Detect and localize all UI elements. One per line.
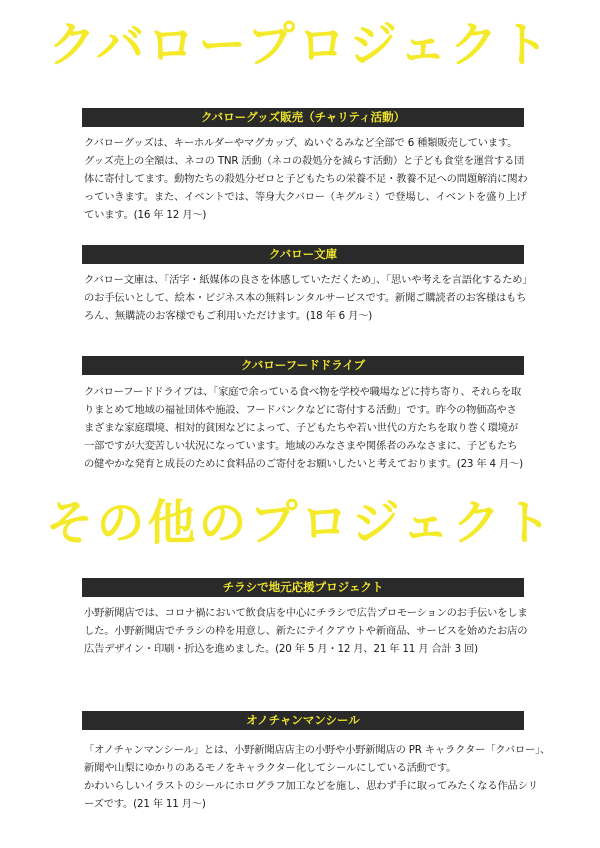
body-line: クバローグッズは、キーホルダーやマグカップ、ぬいぐるみなど全部で 6 種類販売しています。 [84,137,518,149]
section-heading-sticker: オノチャンマンシール [82,711,524,730]
section-heading-goods: クバローグッズ販売（チャリティ活動） [82,108,524,127]
other-project-title: その他のプロジェクト [45,495,555,551]
body-line: した。小野新聞店でチラシの枠を用意し、新たにテイクアウトや新商品、サービスを始めたお店の [84,625,528,637]
section-heading-bunko: クバロー文庫 [82,245,524,264]
body-line: 「オノチャンマンシール」とは、小野新聞店店主の小野や小野新聞店の PR キャラクター「クバロー」、 [84,744,551,756]
body-line: かわいらしいイラストのシールにホログラフ加工などを施し、思わず手に取ってみたくなる作品シリ [84,780,538,792]
body-line: ています。(16 年 12 月～) [84,209,207,221]
section-body-flyer [84,604,540,658]
body-line: グッズ売上の全額は、ネコの TNR 活動（ネコの殺処分を減らす活動）と子ども食堂を運営する団 [84,155,525,167]
section-heading-flyer: チラシで地元応援プロジェクト [82,578,524,597]
section-body-fooddrive [84,383,540,473]
section-body-bunko [84,271,540,325]
body-line: 小野新聞店では、コロナ禍において飲食店を中心にチラシで広告プロモーションのお手伝いをしま [84,607,528,619]
body-line: クバロー文庫は、「活字・紙媒体の良さを体感していただくため」、「思いや考えを言語化するため」 [84,274,533,286]
body-line: 一部ですが大変苦しい状況になっています。地域のみなさまや関係者のみなさまに、子どもたち [84,440,518,452]
body-line: クバローフードドライブは、「家庭で余っている食べ物を学校や職場などに持ち寄り、それらを取 [84,386,522,398]
body-line: 広告デザイン・印刷・折込を進めました。(20 年 5 月・12 月、21 年 11 月 合計 3 回) [84,643,478,655]
section-heading-fooddrive: クバローフードドライブ [82,356,524,375]
body-line: っていきます。また、イベントでは、等身大クバロー（キグルミ）で登場し、イベントを盛り上げ [84,191,527,203]
section-body-sticker [84,741,551,813]
body-line: ろん、無購読のお客様でもご利用いただけます。(18 年 6 月～) [84,310,373,322]
body-line: りまとめて地域の福祉団体や施設、フードバンクなどに寄付する活動」です。昨今の物価高やさ [84,404,517,416]
body-line: の健やかな発育と成長のために食料品のご寄付をお願いしたいと考えております。(23 年 4 月～) [84,458,523,470]
body-line: ーズです。(21 年 11 月～) [84,798,206,810]
body-line: のお手伝いとして、絵本・ビジネス本の無料レンタルサービスです。新聞ご購読者のお客様はもち [84,292,527,304]
section-body-goods [84,134,540,224]
body-line: 新聞や山梨にゆかりのあるモノをキャラクター化してシールにしている活動です。 [84,762,457,774]
body-line: まざまな家庭環境、相対的貧困などによって、子どもたちや若い世代の方たちを取り巻く環境が [84,422,518,434]
body-line: 体に寄付してます。動物たちの殺処分ゼロと子どもたちの栄養不足・教養不足への問題解消に関わ [84,173,528,185]
main-project-title: クバロープロジェクト [48,17,552,73]
